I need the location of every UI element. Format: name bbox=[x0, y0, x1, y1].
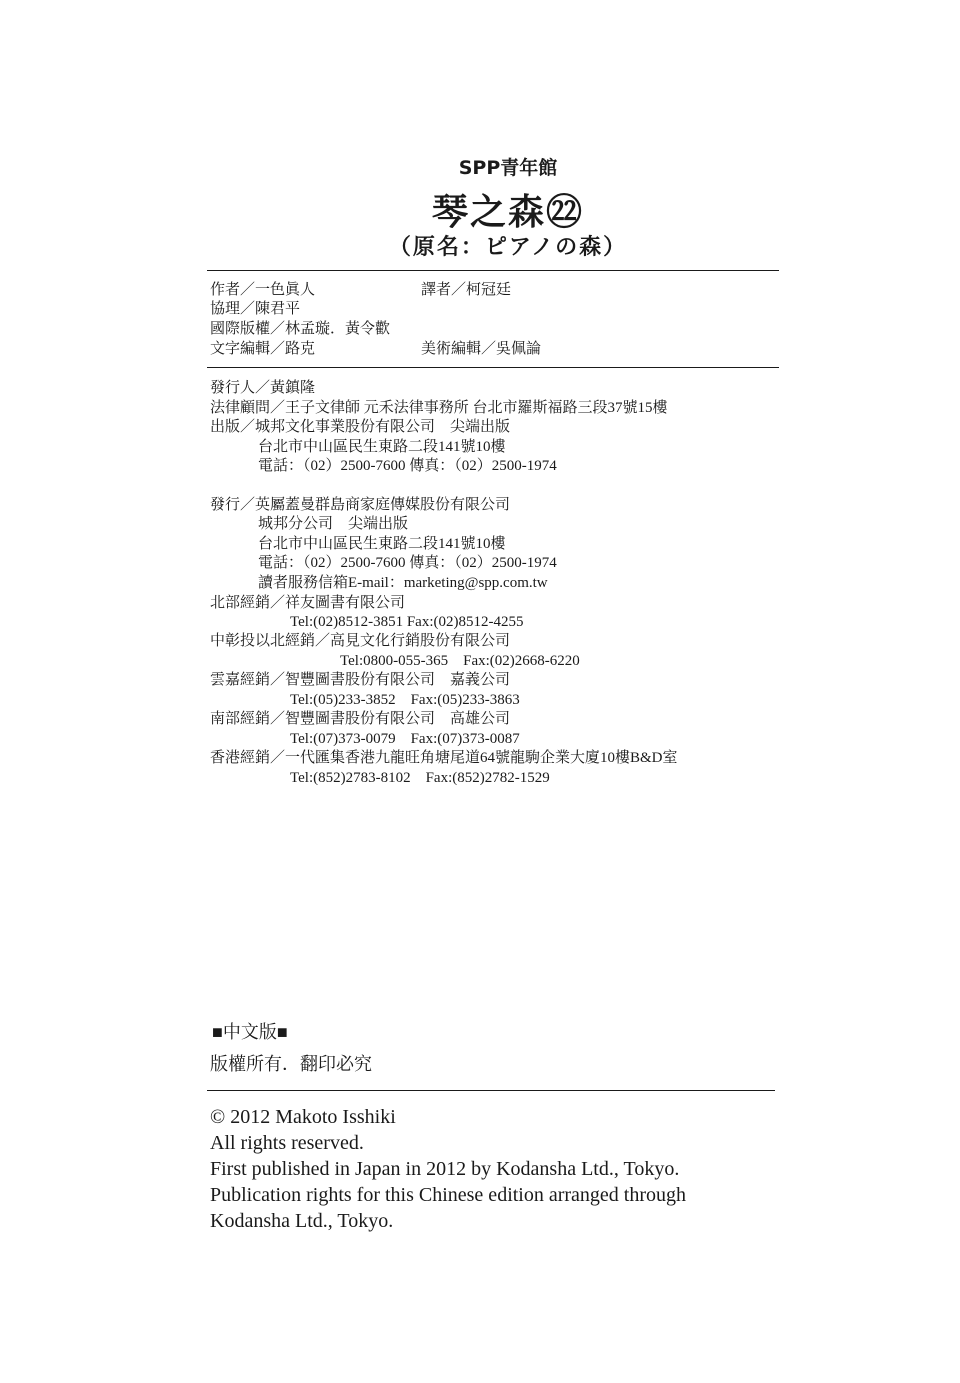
book-title: 琴之森㉒ bbox=[431, 192, 584, 232]
publication-rights-line: Publication rights for this Chinese edition arranged through bbox=[210, 1184, 687, 1206]
first-published-line: First published in Japan in 2012 by Kodansha Ltd., Tokyo. bbox=[210, 1158, 680, 1180]
credit-intl-rights: 國際版權／林孟璇．黃令歡 bbox=[210, 321, 391, 337]
distribution-branch: 城邦分公司 尖端出版 bbox=[258, 516, 409, 532]
yunchia-contact: Tel:(05)233-3852 Fax:(05)233-3863 bbox=[290, 692, 520, 708]
divider bbox=[207, 270, 779, 271]
divider bbox=[207, 367, 779, 368]
credit-text-editor: 文字編輯／路克 bbox=[210, 341, 316, 357]
central-distributor: 中彰投以北經銷／高見文化行銷股份有限公司 bbox=[210, 633, 511, 649]
distribution-email: 讀者服務信箱E-mail：marketing@spp.com.tw bbox=[258, 575, 548, 591]
yunchia-distributor: 雲嘉經銷／智豐圖書股份有限公司 嘉義公司 bbox=[210, 672, 511, 688]
original-title: （原名：ピアノの森） bbox=[388, 235, 628, 260]
publisher-phone: 電話：（02）2500-7600 傳真：（02）2500-1974 bbox=[258, 458, 557, 474]
credit-translator: 譯者／柯冠廷 bbox=[421, 282, 512, 298]
distribution-phone: 電話：（02）2500-7600 傳真：（02）2500-1974 bbox=[258, 555, 557, 571]
credit-assistant: 協理／陳君平 bbox=[210, 301, 301, 317]
distribution-issuer: 發行／英屬蓋曼群島商家庭傳媒股份有限公司 bbox=[210, 497, 511, 513]
rights-reserved-line: All rights reserved. bbox=[210, 1132, 364, 1154]
publisher-name: 出版／城邦文化事業股份有限公司 尖端出版 bbox=[210, 419, 511, 435]
credit-author: 作者／一色眞人 bbox=[210, 282, 316, 298]
copyright-line: © 2012 Makoto Isshiki bbox=[210, 1106, 396, 1128]
arranged-through-line: Kodansha Ltd., Tokyo. bbox=[210, 1210, 394, 1232]
rights-notice: 版權所有．翻印必究 bbox=[210, 1054, 372, 1074]
central-contact: Tel:0800-055-365 Fax:(02)2668-6220 bbox=[340, 653, 580, 669]
publisher-legal: 法律顧問／王子文律師 元禾法律事務所 台北市羅斯福路三段37號15樓 bbox=[210, 400, 668, 416]
publisher-address: 台北市中山區民生東路二段141號10樓 bbox=[258, 439, 506, 455]
distribution-address: 台北市中山區民生東路二段141號10樓 bbox=[258, 536, 506, 552]
north-contact: Tel:(02)8512-3851 Fax:(02)8512-4255 bbox=[290, 614, 524, 630]
south-contact: Tel:(07)373-0079 Fax:(07)373-0087 bbox=[290, 731, 520, 747]
hk-distributor: 香港經銷／一代匯集香港九龍旺角塘尾道64號龍駒企業大廈10樓B&D室 bbox=[210, 750, 678, 766]
south-distributor: 南部經銷／智豐圖書股份有限公司 高雄公司 bbox=[210, 711, 511, 727]
hk-contact: Tel:(852)2783-8102 Fax:(852)2782-1529 bbox=[290, 770, 550, 786]
divider bbox=[207, 1090, 775, 1091]
edition-label: ■中文版■ bbox=[212, 1022, 288, 1042]
credit-art-editor: 美術編輯／吳佩論 bbox=[421, 341, 542, 357]
series-label: SPP青年館 bbox=[458, 157, 558, 179]
north-distributor: 北部經銷／祥友圖書有限公司 bbox=[210, 595, 406, 611]
publisher-issuer: 發行人／黃鎮隆 bbox=[210, 380, 316, 396]
